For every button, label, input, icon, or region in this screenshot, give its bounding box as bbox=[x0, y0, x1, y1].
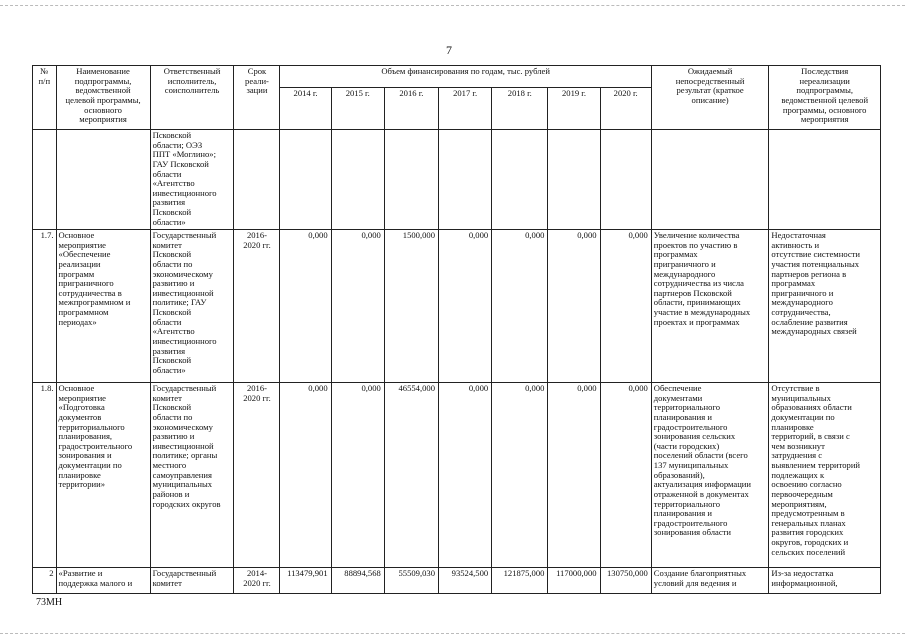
header-row bbox=[33, 66, 881, 88]
row-value: 0,000 bbox=[600, 230, 651, 383]
row-name bbox=[56, 130, 150, 230]
row-value: 88894,568 bbox=[331, 568, 384, 594]
header-year: 2016 г. bbox=[384, 88, 438, 130]
program-table bbox=[32, 65, 881, 594]
row-value: 55509,030 bbox=[384, 568, 438, 594]
row-value: 93524,500 bbox=[439, 568, 492, 594]
row-value: 0,000 bbox=[548, 383, 600, 568]
row-term bbox=[234, 130, 280, 230]
header-year: 2017 г. bbox=[439, 88, 492, 130]
row-value: 121875,000 bbox=[492, 568, 548, 594]
row-num: 1.7. bbox=[33, 230, 57, 383]
row-value: 0,000 bbox=[600, 383, 651, 568]
row-value bbox=[280, 130, 331, 230]
table-row bbox=[33, 568, 881, 594]
row-value: 0,000 bbox=[331, 230, 384, 383]
row-num bbox=[33, 130, 57, 230]
row-result: Создание благоприятных условий для ведения и bbox=[651, 568, 769, 594]
row-value: 0,000 bbox=[439, 383, 492, 568]
row-name: «Развитие и поддержка малого и bbox=[56, 568, 150, 594]
header-name: Наименование подпрограммы, ведомственной целевой программы, основного мероприятия bbox=[56, 66, 150, 130]
header-year: 2019 г. bbox=[548, 88, 600, 130]
row-executor: Государственный комитет Псковской области по экономическому развитию и инвестиционной политике; ГАУ Псковской области «Агентство инвестиционного развития Псковской области» bbox=[150, 230, 234, 383]
row-term: 2016- 2020 гг. bbox=[234, 230, 280, 383]
header-executor: Ответственный исполнитель, соисполнитель bbox=[150, 66, 234, 130]
row-name: Основное мероприятие «Подготовка документов территориального планирования, градостроительного зонирования и документации по планировке территории» bbox=[56, 383, 150, 568]
row-term: 2014- 2020 гг. bbox=[234, 568, 280, 594]
row-executor: Государственный комитет bbox=[150, 568, 234, 594]
header-num: № п/п bbox=[33, 66, 57, 130]
table-row bbox=[33, 383, 881, 568]
row-value bbox=[600, 130, 651, 230]
row-value: 0,000 bbox=[439, 230, 492, 383]
row-num: 1.8. bbox=[33, 383, 57, 568]
header-financing: Объем финансирования по годам, тыс. рублей bbox=[280, 66, 651, 88]
row-value bbox=[331, 130, 384, 230]
header-result: Ожидаемый непосредственный результат (краткое описание) bbox=[651, 66, 769, 130]
table-row bbox=[33, 230, 881, 383]
header-consequences: Последствия нереализации подпрограммы, ведомственной целевой программы, основного мероприятия bbox=[769, 66, 881, 130]
header-year: 2015 г. bbox=[331, 88, 384, 130]
row-consequences: Недостаточная активность и отсутствие системности участия потенциальных партнеров региона в программах приграничного и международного сотрудничества, ослабление развития международных связей bbox=[769, 230, 881, 383]
row-value: 117000,000 bbox=[548, 568, 600, 594]
header-term: Срок реали- зации bbox=[234, 66, 280, 130]
row-value: 1500,000 bbox=[384, 230, 438, 383]
row-result bbox=[651, 130, 769, 230]
row-value: 0,000 bbox=[331, 383, 384, 568]
row-value bbox=[439, 130, 492, 230]
header-year: 2020 г. bbox=[600, 88, 651, 130]
row-term: 2016- 2020 гг. bbox=[234, 383, 280, 568]
row-executor: Псковской области; ОЭЗ ППТ «Моглино»; ГАУ Псковской области «Агентство инвестиционного развития Псковской области» bbox=[150, 130, 234, 230]
header-year: 2018 г. bbox=[492, 88, 548, 130]
row-value bbox=[548, 130, 600, 230]
table-row bbox=[33, 130, 881, 230]
page-number: 7 bbox=[446, 43, 452, 57]
row-value: 0,000 bbox=[280, 230, 331, 383]
scan-bottom-edge bbox=[0, 633, 905, 634]
row-name: Основное мероприятие «Обеспечение реализации программ приграничного сотрудничества в межпрограммном и программном периодах» bbox=[56, 230, 150, 383]
row-result: Обеспечение документами территориального планирования и градостроительного зонирования сельских (части городских) поселений области (всего 137 муниципальных образований), актуализация информации отраженной в документах территориального планирования и градостроительного зонирования области bbox=[651, 383, 769, 568]
row-consequences: Из-за недостатка информационной, bbox=[769, 568, 881, 594]
row-executor: Государственный комитет Псковской области по экономическому развитию и инвестиционной политике; органы местного самоуправления муниципальных районов и городских округов bbox=[150, 383, 234, 568]
row-value: 46554,000 bbox=[384, 383, 438, 568]
row-value: 0,000 bbox=[492, 230, 548, 383]
row-value: 130750,000 bbox=[600, 568, 651, 594]
scan-top-edge bbox=[0, 5, 905, 6]
row-value: 0,000 bbox=[548, 230, 600, 383]
row-value: 0,000 bbox=[280, 383, 331, 568]
row-value bbox=[492, 130, 548, 230]
row-value bbox=[384, 130, 438, 230]
row-num: 2 bbox=[33, 568, 57, 594]
row-consequences bbox=[769, 130, 881, 230]
footer-code: 73МН bbox=[36, 597, 63, 608]
row-value: 113479,901 bbox=[280, 568, 331, 594]
row-consequences: Отсутствие в муниципальных образованиях области документации по планировке территорий, в связи с чем возникнут затруднения с выявлением территорий подлежащих к освоению согласно первоочередным мероприятиям, предусмотренным в генеральных планах развития городских округов, городских и сельских поселений bbox=[769, 383, 881, 568]
row-result: Увеличение количества проектов по участию в программах приграничного и международного сотрудничества из числа партнеров Псковской области, принимающих участие в международных проектах и программах bbox=[651, 230, 769, 383]
header-year: 2014 г. bbox=[280, 88, 331, 130]
row-value: 0,000 bbox=[492, 383, 548, 568]
